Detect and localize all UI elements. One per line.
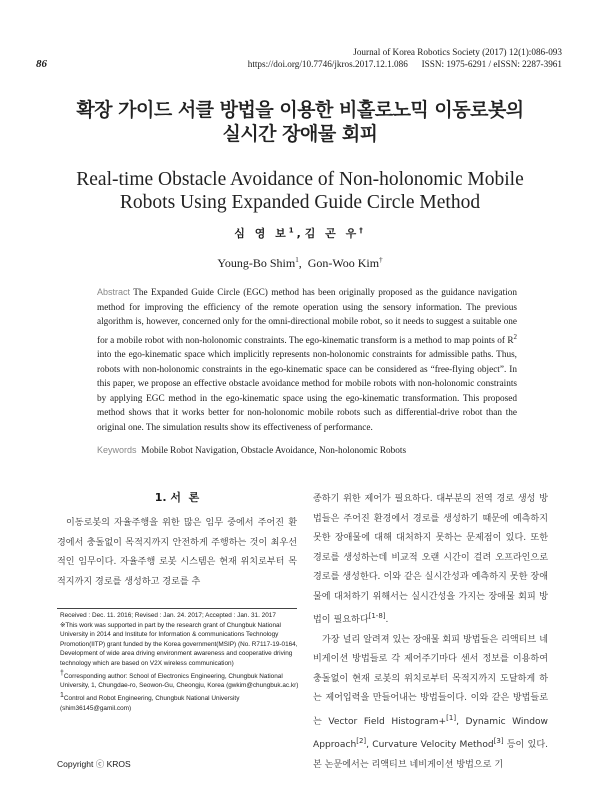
footnotes bbox=[60, 611, 300, 713]
keywords-text: Mobile Robot Navigation, Obstacle Avoidance, Non-holonomic Robots bbox=[136, 446, 407, 456]
korean-author-2: 김 곤 우 bbox=[304, 227, 360, 240]
korean-title-line2: 실시간 장애물 회피 bbox=[222, 123, 378, 145]
english-author-2-mark: † bbox=[379, 256, 383, 264]
abstract bbox=[97, 285, 517, 435]
abstract-text-1: The Expanded Guide Circle (EGC) method has been originally proposed as the guidance navigation method for improving the efficiency of the remote operation using the sensory information. The previous algorithm is, however, concerned only for the omni-directional mobile robot, so it needs to suggest a suitable one for a mobile robot with non-holonomic constraints. The ego-kinematic transform is a method to map points of R bbox=[97, 288, 517, 346]
journal-citation: Journal of Korea Robotics Society (2017) 12(1):086-093 bbox=[353, 47, 562, 57]
intro-right-column bbox=[313, 490, 548, 775]
intro-right-paragraph-2 bbox=[313, 631, 548, 776]
english-title-line1: Real-time Obstacle Avoidance of Non-holonomic Mobile bbox=[76, 169, 524, 190]
english-author-2: Gon-Woo Kim bbox=[307, 256, 380, 270]
citation-3: [3] bbox=[493, 737, 504, 746]
korean-author-separator: , bbox=[296, 227, 305, 240]
intro-right-para2-c: , Curvature Velocity Method bbox=[366, 740, 494, 751]
corresponding-author-text: Corresponding author: School of Electronics Engineering, Chungbuk National University, 1, Chungdae-ro, Seowon-Gu, Cheongju, Korea (gwkim@chungbuk.ac.kr) bbox=[60, 672, 299, 690]
journal-info bbox=[248, 46, 562, 70]
intro-right-para1-text: 종하기 위한 제어가 필요하다. 대부분의 전역 경로 생성 방법들은 주어진 환경에서 경로를 생성하기 때문에 예측하지 못한 장애물에 대해 대처하지 못하는 문제점이 있다. 또한 경로를 생성하는데 비교적 오랜 시간이 걸려 오프라인으로 경로를 생성한다. 이와 같은 실시간성과 예측하지 못한 장애물에 대처하기 위해서는 실시간성을 가지는 장애물 회피 방법이 필요하다 bbox=[313, 494, 548, 626]
english-author-1: Young-Bo Shim bbox=[217, 256, 296, 270]
korean-title-line1: 확장 가이드 서클 방법을 이용한 비홀로노믹 이동로봇의 bbox=[76, 99, 524, 121]
author1-text: Control and Robot Engineering, Chungbuk National University (shim36145@gamil.com) bbox=[60, 695, 240, 712]
corresponding-author-note bbox=[60, 669, 300, 691]
abstract-text-2: into the ego-kinematic space which implicitly represents non-holonomic constraints for admissible paths. Thus, robots with non-holonomic constraints in the ego-kinematic space can be considered as “free-flying object”. In this paper, we propose an effective obstacle avoidance method for mobile robots with non-holonomic constraints by applying EGC method in the ego-kinematic space using the ego-kinematic transformation. This proposed method shows that it works better for non-holonomic mobile robots such as differential-drive robot than the original one. The simulation results show its effectiveness of performance. bbox=[97, 350, 517, 433]
section-heading: 1. 서 론 bbox=[154, 491, 200, 504]
korean-author-2-mark: † bbox=[359, 226, 366, 235]
intro-right-para2-b: , Dynamic Window Approach bbox=[313, 716, 548, 751]
intro-right-para1-end: . bbox=[385, 615, 389, 626]
english-title-line2: Robots Using Expanded Guide Circle Method bbox=[119, 192, 481, 213]
page-number: 86 bbox=[36, 58, 47, 70]
citation-2: [2] bbox=[356, 737, 367, 746]
intro-left-paragraph: 이동로봇의 자율주행을 위한 많은 임무 중에서 주어진 환경에서 충돌없이 목적지까지 안전하게 주행하는 것이 최우선적인 임무이다. 자율주행 로봇 시스템은 현재 위치로부터 목적지까지 경로를 생성하고 경로를 추 bbox=[57, 518, 297, 587]
korean-title bbox=[0, 98, 600, 146]
keywords-label: Keywords bbox=[97, 445, 137, 455]
author1-note bbox=[60, 691, 300, 713]
footnote-divider bbox=[57, 608, 297, 609]
keywords bbox=[97, 443, 517, 458]
corresponding-mark: † bbox=[60, 669, 64, 677]
english-author-1-mark: 1 bbox=[295, 256, 299, 264]
received-dates: Received : Dec. 11. 2016; Revised : Jan. 24. 2017; Accepted : Jan. 31. 2017 bbox=[60, 612, 276, 619]
author1-mark: 1 bbox=[60, 691, 64, 699]
english-title bbox=[0, 168, 600, 214]
intro-right-para2-a: 가장 널리 알려져 있는 장애물 회피 방법들은 리액티브 네비게이션 방법들로 각 제어주기마다 센서 정보를 이용하여 충돌없이 현재 로봇의 위치로부터 목적지까지 도달하게 하는 제어입력을 만들어내는 방법들이다. 이와 같은 방법들로는 Vector Field Histogram+ bbox=[313, 634, 548, 727]
abstract-label: Abstract bbox=[97, 287, 131, 297]
english-authors bbox=[0, 256, 600, 271]
citation-1-8: [1-8] bbox=[368, 612, 386, 620]
copyright: Copyright ⓒ KROS bbox=[57, 759, 131, 769]
citation-1: [1] bbox=[446, 713, 457, 722]
korean-author-1: 심 영 보 bbox=[234, 227, 289, 240]
korean-authors bbox=[0, 225, 600, 241]
intro-right-para2-d: 등이 있다. 본 논문에서는 리액티브 네비게이션 방법으로 기 bbox=[313, 740, 548, 770]
english-author-separator: , bbox=[298, 256, 308, 270]
korean-author-1-mark: 1 bbox=[288, 226, 297, 235]
intro-right-paragraph-1 bbox=[313, 490, 548, 631]
journal-doi-issn: https://doi.org/10.7746/jkros.2017.12.1.086 ISSN: 1975-6291 / eISSN: 2287-3961 bbox=[247, 59, 562, 69]
funding-note: ※This work was supported in part by the research grant of Chungbuk National University in 2014 and Institute for Information & communications Technology Promotion(IITP) grant funded by the Korea government(MSIP) (No. R7117-19-0164, Development of wide area driving environment awareness and cooperative driving technology which are based on V2X wireless communication) bbox=[60, 621, 298, 667]
abstract-superscript: 2 bbox=[513, 332, 517, 341]
